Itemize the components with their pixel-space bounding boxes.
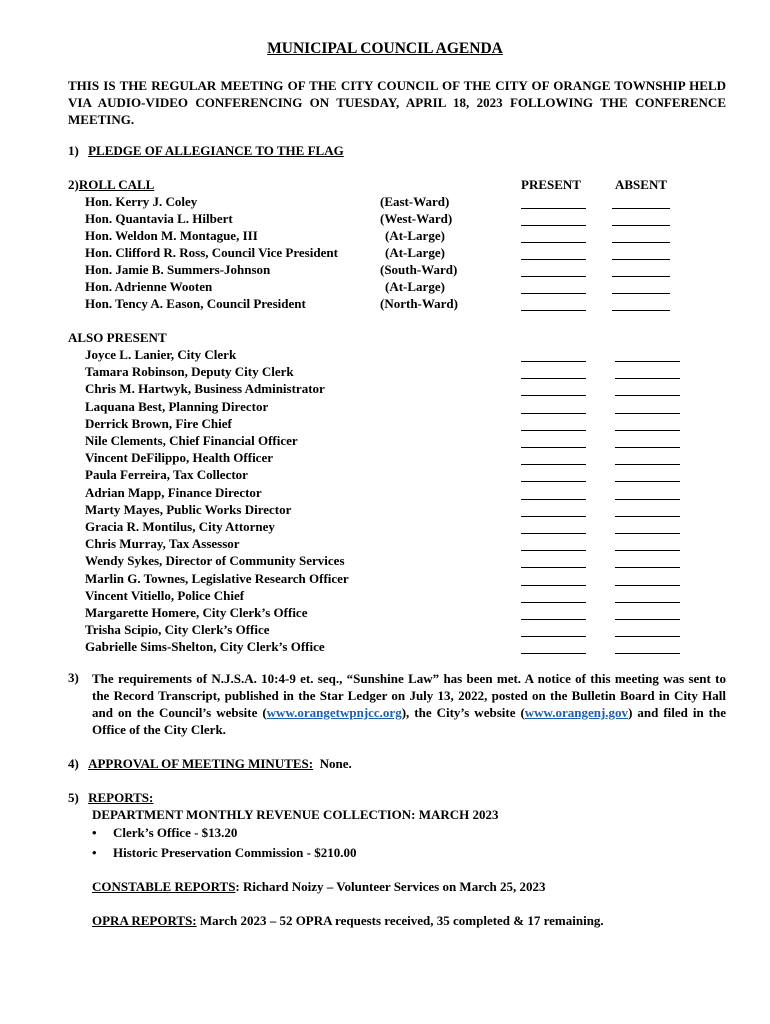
present-blank[interactable] <box>521 447 586 448</box>
present-blank[interactable] <box>521 516 586 517</box>
staff-member-name: Chris M. Hartwyk, Business Administrator <box>85 381 325 397</box>
present-blank[interactable] <box>521 276 586 277</box>
constable-report <box>92 879 545 895</box>
item-4-number: 4) <box>68 756 79 771</box>
staff-member-name: Vincent Vitiello, Police Chief <box>85 587 245 603</box>
absent-blank[interactable] <box>612 276 670 277</box>
absent-blank[interactable] <box>615 464 680 465</box>
staff-member-name: Marty Mayes, Public Works Director <box>85 501 292 517</box>
staff-member-name: Paula Ferreira, Tax Collector <box>85 467 248 483</box>
absent-blank[interactable] <box>615 550 680 551</box>
absent-blank[interactable] <box>615 481 680 482</box>
present-blank[interactable] <box>521 208 586 209</box>
staff-member-name: Adrian Mapp, Finance Director <box>85 484 262 500</box>
absent-header: ABSENT <box>615 177 668 192</box>
item-2 <box>68 177 154 193</box>
absent-blank[interactable] <box>615 602 680 603</box>
present-blank[interactable] <box>521 259 586 260</box>
present-blank[interactable] <box>521 361 586 362</box>
council-member-ward: (West-Ward) <box>380 211 453 226</box>
item-1 <box>68 143 344 159</box>
absent-blank[interactable] <box>615 447 680 448</box>
absent-blank[interactable] <box>615 567 680 568</box>
present-blank[interactable] <box>521 550 586 551</box>
absent-blank[interactable] <box>612 242 670 243</box>
present-blank[interactable] <box>521 395 586 396</box>
revenue-bullet: Clerk’s Office - $13.20 <box>113 825 238 840</box>
present-blank[interactable] <box>521 653 586 654</box>
item-3-paragraph: The requirements of N.J.S.A. 10:4-9 et. seq., “Sunshine Law” has been met. A notice of this meeting was sent to the Record Transcript, published in the Star Ledger on July 13, 2022, posted on the Bulletin Board in City Hall and on the Council’s website (www.orangetwpnjcc.org), the City’s website (www.orangenj.gov) and filed in the Office of the City Clerk. <box>92 671 726 737</box>
bullet-icon: • <box>92 825 97 840</box>
present-blank[interactable] <box>521 481 586 482</box>
item-5-label: REPORTS: <box>88 790 154 805</box>
absent-blank[interactable] <box>612 259 670 260</box>
staff-member-name: Joyce L. Lanier, City Clerk <box>85 347 237 362</box>
present-blank[interactable] <box>521 464 586 465</box>
absent-blank[interactable] <box>615 499 680 500</box>
council-website-link[interactable]: www.orangetwpnjcc.org <box>266 705 402 720</box>
constable-label: CONSTABLE REPORTS <box>92 879 236 894</box>
staff-member-name: Marlin G. Townes, Legislative Research Officer <box>85 570 349 586</box>
absent-blank[interactable] <box>615 636 680 637</box>
absent-blank[interactable] <box>615 619 680 620</box>
present-blank[interactable] <box>521 567 586 568</box>
absent-blank[interactable] <box>615 516 680 517</box>
absent-blank[interactable] <box>615 653 680 654</box>
present-blank[interactable] <box>521 430 586 431</box>
council-member-ward: (South-Ward) <box>380 262 458 277</box>
absent-blank[interactable] <box>615 395 680 396</box>
present-blank[interactable] <box>521 636 586 637</box>
city-website-link[interactable]: www.orangenj.gov <box>524 705 629 720</box>
bullet-icon: • <box>92 845 97 860</box>
staff-member-name: Wendy Sykes, Director of Community Services <box>85 553 345 569</box>
present-blank[interactable] <box>521 585 586 586</box>
council-member-name: Hon. Tency A. Eason, Council President <box>85 296 306 311</box>
staff-member-name: Margarette Homere, City Clerk’s Office <box>85 605 308 620</box>
item-4 <box>68 756 352 772</box>
staff-member-name: Gabrielle Sims-Shelton, City Clerk’s Office <box>85 639 325 655</box>
present-blank[interactable] <box>521 242 586 243</box>
item-2-label: ROLL CALL <box>78 177 155 192</box>
item-3-number: 3) <box>68 670 79 685</box>
item-2-number: 2) <box>68 177 79 192</box>
council-member-ward: (At-Large) <box>385 245 445 260</box>
council-member-name: Hon. Weldon M. Montague, III <box>85 228 258 243</box>
present-blank[interactable] <box>521 499 586 500</box>
staff-member-name: Derrick Brown, Fire Chief <box>85 415 232 431</box>
item-5 <box>68 790 153 806</box>
opra-text: March 2023 – 52 OPRA requests received, 35 completed & 17 remaining. <box>196 913 604 928</box>
item-4-label: APPROVAL OF MEETING MINUTES: <box>88 756 314 771</box>
item-1-label: PLEDGE OF ALLEGIANCE TO THE FLAG <box>88 143 344 158</box>
absent-blank[interactable] <box>612 225 670 226</box>
absent-blank[interactable] <box>612 310 670 311</box>
council-member-ward: (At-Large) <box>385 279 445 294</box>
staff-member-name: Laquana Best, Planning Director <box>85 398 269 414</box>
absent-blank[interactable] <box>612 208 670 209</box>
staff-member-name: Vincent DeFilippo, Health Officer <box>85 450 273 466</box>
opra-report <box>92 913 604 929</box>
council-member-ward: (East-Ward) <box>380 194 450 209</box>
item-4-value: None. <box>313 756 352 771</box>
absent-blank[interactable] <box>612 293 670 294</box>
constable-text: : Richard Noizy – Volunteer Services on March 25, 2023 <box>235 879 546 894</box>
council-member-name: Hon. Kerry J. Coley <box>85 194 198 209</box>
intro-paragraph: THIS IS THE REGULAR MEETING OF THE CITY COUNCIL OF THE CITY OF ORANGE TOWNSHIP HELD VIA AUDIO-VIDEO CONFERENCING ON TUESDAY, APRIL 18, 2023 FOLLOWING THE CONFERENCE MEETING. <box>68 78 726 127</box>
staff-member-name: Gracia R. Montilus, City Attorney <box>85 519 275 534</box>
absent-blank[interactable] <box>615 430 680 431</box>
revenue-bullet: Historic Preservation Commission - $210.00 <box>113 845 357 860</box>
staff-member-name: Chris Murray, Tax Assessor <box>85 536 240 552</box>
staff-member-name: Trisha Scipio, City Clerk’s Office <box>85 622 270 638</box>
council-member-ward: (At-Large) <box>385 228 445 243</box>
also-present-label: ALSO PRESENT <box>68 330 167 345</box>
present-blank[interactable] <box>521 602 586 603</box>
council-member-name: Hon. Quantavia L. Hilbert <box>85 211 233 226</box>
absent-blank[interactable] <box>615 413 680 414</box>
item-1-number: 1) <box>68 143 79 158</box>
council-member-name: Hon. Jamie B. Summers-Johnson <box>85 262 271 277</box>
revenue-subheading: DEPARTMENT MONTHLY REVENUE COLLECTION: MARCH 2023 <box>92 807 499 822</box>
absent-blank[interactable] <box>615 378 680 379</box>
present-header: PRESENT <box>521 177 581 192</box>
page-title: MUNICIPAL COUNCIL AGENDA <box>267 40 503 57</box>
present-blank[interactable] <box>521 310 586 311</box>
present-blank[interactable] <box>521 378 586 379</box>
staff-member-name: Nile Clements, Chief Financial Officer <box>85 433 298 448</box>
absent-blank[interactable] <box>615 361 680 362</box>
present-blank[interactable] <box>521 413 586 414</box>
council-member-name: Hon. Clifford R. Ross, Council Vice President <box>85 245 338 260</box>
present-blank[interactable] <box>521 293 586 294</box>
present-blank[interactable] <box>521 225 586 226</box>
council-member-name: Hon. Adrienne Wooten <box>85 279 213 294</box>
present-blank[interactable] <box>521 619 586 620</box>
absent-blank[interactable] <box>615 533 680 534</box>
item-5-number: 5) <box>68 790 79 805</box>
staff-member-name: Tamara Robinson, Deputy City Clerk <box>85 364 294 380</box>
opra-label: OPRA REPORTS: <box>92 913 197 928</box>
council-member-ward: (North-Ward) <box>380 296 458 311</box>
absent-blank[interactable] <box>615 585 680 586</box>
present-blank[interactable] <box>521 533 586 534</box>
